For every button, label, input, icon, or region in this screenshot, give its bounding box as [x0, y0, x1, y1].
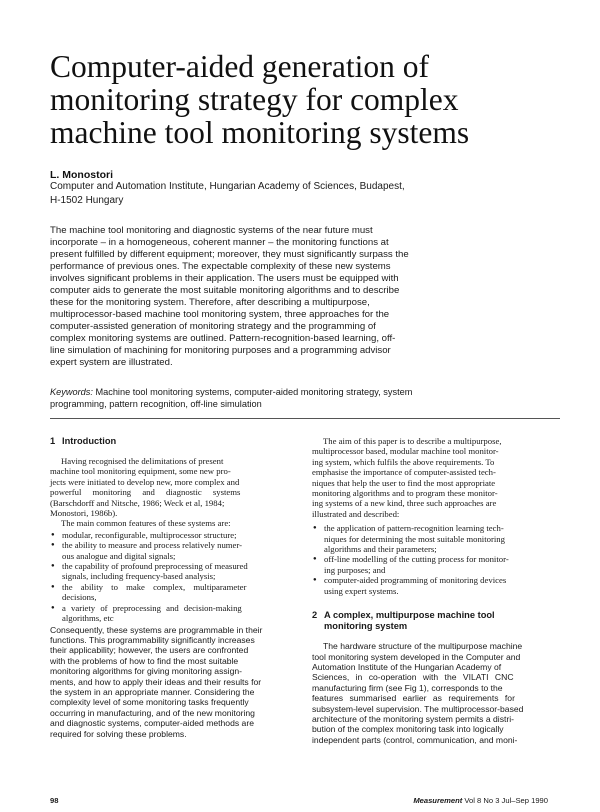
list-item	[312, 554, 560, 575]
page-footer	[50, 796, 570, 808]
paragraph	[312, 641, 560, 745]
section-title: Introduction	[62, 436, 117, 446]
list-item-line: algorithms and their parameters;	[324, 544, 437, 555]
paragraph-line: ments, and how to apply their ideas and their results for	[50, 676, 262, 687]
abstract-line: these for the monitoring system. Therefore, after describing a multipurpose,	[50, 297, 370, 308]
paragraph-line: (Barschdorff and Nitsche, 1986; Weck et al, 1984;	[50, 497, 225, 508]
paragraph-line: functions. This programmability significantly increases	[50, 634, 255, 645]
list-item-line: signals, including frequency-based analysis;	[62, 571, 216, 582]
abstract-line: involves significant problems in their application. The users must be equipped with	[50, 273, 399, 284]
title-line: monitoring strategy for complex	[50, 82, 459, 117]
list-item-line: niques for determining the most suitable monitoring	[324, 533, 505, 544]
list-item-line: ous analogue and digital signals;	[62, 550, 176, 561]
list-item-line: ● computer-aided programming of monitoring devices	[324, 575, 507, 586]
paragraph-line: bution of the complex monitoring task into logically	[312, 724, 504, 735]
list-item	[50, 540, 298, 561]
paragraph-line: powerful monitoring and diagnostic systems	[50, 487, 241, 498]
paragraph-line: multiprocessor based, modular machine tool monitor-	[312, 446, 499, 457]
abstract-line: expert system are illustrated.	[50, 357, 173, 368]
list-item	[50, 582, 298, 603]
journal-name: Measurement	[413, 796, 463, 805]
paragraph-line: The aim of this paper is to describe a multipurpose,	[323, 436, 502, 446]
paper-title	[50, 50, 580, 149]
paragraph-line: emphasise the importance of computer-assisted tech-	[312, 467, 496, 478]
author-name: L. Monostori	[50, 169, 113, 181]
list-item	[312, 523, 560, 554]
abstract-line: computer-assisted generation of monitoring strategy and the programming of	[50, 321, 376, 332]
section-title-continued: monitoring system	[324, 621, 408, 632]
approaches-list	[312, 523, 560, 596]
affiliation-line: H-1502 Hungary	[50, 195, 124, 206]
right-column	[312, 436, 560, 745]
paragraph-line: manufacturing firm (see Fig 1), corresponds to the	[312, 682, 503, 693]
page-number: 98	[50, 796, 59, 805]
paragraph-line: Having recognised the delimitations of present	[61, 456, 224, 466]
abstract-line: present fulfilled by different equipment; moreover, they must significantly surpass the	[50, 249, 409, 260]
list-item	[50, 603, 298, 624]
paragraph-line: and diagnostic systems, computer-aided methods are	[50, 718, 254, 729]
paragraph-line: Sciences, in co-operation with the VILATI CNC	[312, 672, 514, 683]
list-item-line: ● a variety of preprocessing and decision-making	[62, 602, 242, 613]
paragraph-line: jects were initiated to develop new, more complex and	[50, 476, 240, 487]
abstract-line: performance of previous ones. The expectable complexity of these new systems	[50, 261, 391, 272]
paragraph-line: illustrated and described:	[312, 508, 400, 519]
paragraph-line: The hardware structure of the multipurpose machine	[323, 641, 523, 652]
title-line: machine tool monitoring systems	[50, 115, 470, 150]
list-item	[50, 530, 298, 540]
keywords-text: Machine tool monitoring systems, computer-aided monitoring strategy, system	[92, 387, 413, 397]
keywords-label: Keywords:	[50, 387, 93, 397]
section-number: 1	[50, 436, 56, 446]
list-item	[50, 561, 298, 582]
keywords-line: programming, pattern recognition, off-line simulation	[50, 399, 262, 409]
paragraph-line: The main common features of these systems are:	[61, 518, 231, 529]
list-item-line: ● the ability to make complex, multiparameter	[62, 581, 247, 592]
paragraph-line: Automation Institute of the Hungarian Academy of	[312, 661, 502, 672]
list-item-line: ● the capability of profound preprocessing of measured	[62, 561, 248, 572]
section-title: A complex, multipurpose machine tool	[324, 610, 495, 621]
affiliation-line: Computer and Automation Institute, Hungarian Academy of Sciences, Budapest,	[50, 181, 405, 192]
features-list	[50, 530, 298, 624]
author-affiliation	[50, 180, 570, 208]
paragraph-line: with the problems of how to find the most suitable	[50, 655, 239, 666]
list-item	[312, 575, 560, 596]
section-heading-monitoring-system	[312, 610, 560, 632]
abstract-line: complex monitoring systems are outlined. Pattern-recognition-based learning, off-	[50, 333, 396, 344]
paragraph-line: tool monitoring system developed in the Computer and	[312, 651, 521, 662]
abstract	[50, 225, 570, 369]
paragraph-line: Consequently, these systems are programmable in their	[50, 624, 263, 635]
paragraph-line: architecture of the monitoring system permits a distri-	[312, 713, 515, 724]
paragraph-line: monitoring algorithms for giving monitoring assign-	[50, 666, 243, 677]
paragraph-line: independent parts (control, communication, and moni-	[312, 734, 518, 745]
paragraph-line: ing systems of a new kind, three such approaches are	[312, 498, 497, 509]
journal-issue: Vol 8 No 3 Jul–Sep 1990	[462, 796, 548, 805]
list-item-line: ● modular, reconfigurable, multiprocessor structure;	[62, 529, 237, 540]
abstract-line: computer aids to generate the most suitable monitoring algorithms and to describe	[50, 285, 400, 296]
section-heading-introduction	[50, 436, 298, 447]
keywords	[50, 386, 570, 410]
paragraph-line: features summarised earlier as requirements for	[312, 693, 515, 704]
paragraph-line: the system in an appropriate manner. Considering the	[50, 686, 255, 697]
abstract-line: multiprocessor-based machine tool monitoring system, three approaches for the	[50, 309, 390, 320]
abstract-line: incorporate – in a homogeneous, coherent manner – the monitoring functions at	[50, 237, 389, 248]
paragraph-line: niques that help the user to find the most appropriate	[312, 477, 496, 488]
abstract-line: line simulation of machining for monitoring purposes and a programming advisor	[50, 345, 391, 356]
paragraph-line: their applicability; however, the users are confronted	[50, 645, 249, 656]
paragraph-line: monitoring algorithms and to program these monitor-	[312, 488, 498, 499]
list-item-line: ● the ability to measure and process relatively numer-	[62, 540, 243, 551]
paragraph-line: ing system, which fulfils the above requirements. To	[312, 456, 495, 467]
list-item-line: using expert systems.	[324, 585, 399, 596]
left-column	[50, 436, 298, 739]
section-divider	[50, 418, 560, 419]
title-line: Computer-aided generation of	[50, 49, 429, 84]
keywords-line	[50, 386, 570, 398]
paragraph-line: Monostori, 1986b).	[50, 508, 118, 519]
paragraph	[50, 625, 298, 739]
paragraph-line: occurring in manufacturing, and of the new monitoring	[50, 707, 255, 718]
list-item-line: decisions,	[62, 592, 97, 603]
section-number: 2	[312, 610, 318, 621]
paragraph-line: machine tool monitoring equipment, some new pro-	[50, 466, 231, 477]
journal-citation	[413, 796, 548, 805]
paragraph-line: subsystem-level supervision. The multiprocessor-based	[312, 703, 524, 714]
list-item-line: ● off-line modelling of the cutting process for monitor-	[324, 554, 509, 565]
paragraph-line: complexity level of some monitoring tasks frequently	[50, 697, 249, 708]
abstract-line: The machine tool monitoring and diagnostic systems of the near future must	[50, 225, 373, 236]
paragraph-line: required for solving these problems.	[50, 728, 187, 739]
list-item-line: ● the application of pattern-recognition learning tech-	[324, 523, 504, 534]
list-item-line: ing purposes; and	[324, 564, 386, 575]
list-item-line: algorithms, etc	[62, 613, 114, 624]
